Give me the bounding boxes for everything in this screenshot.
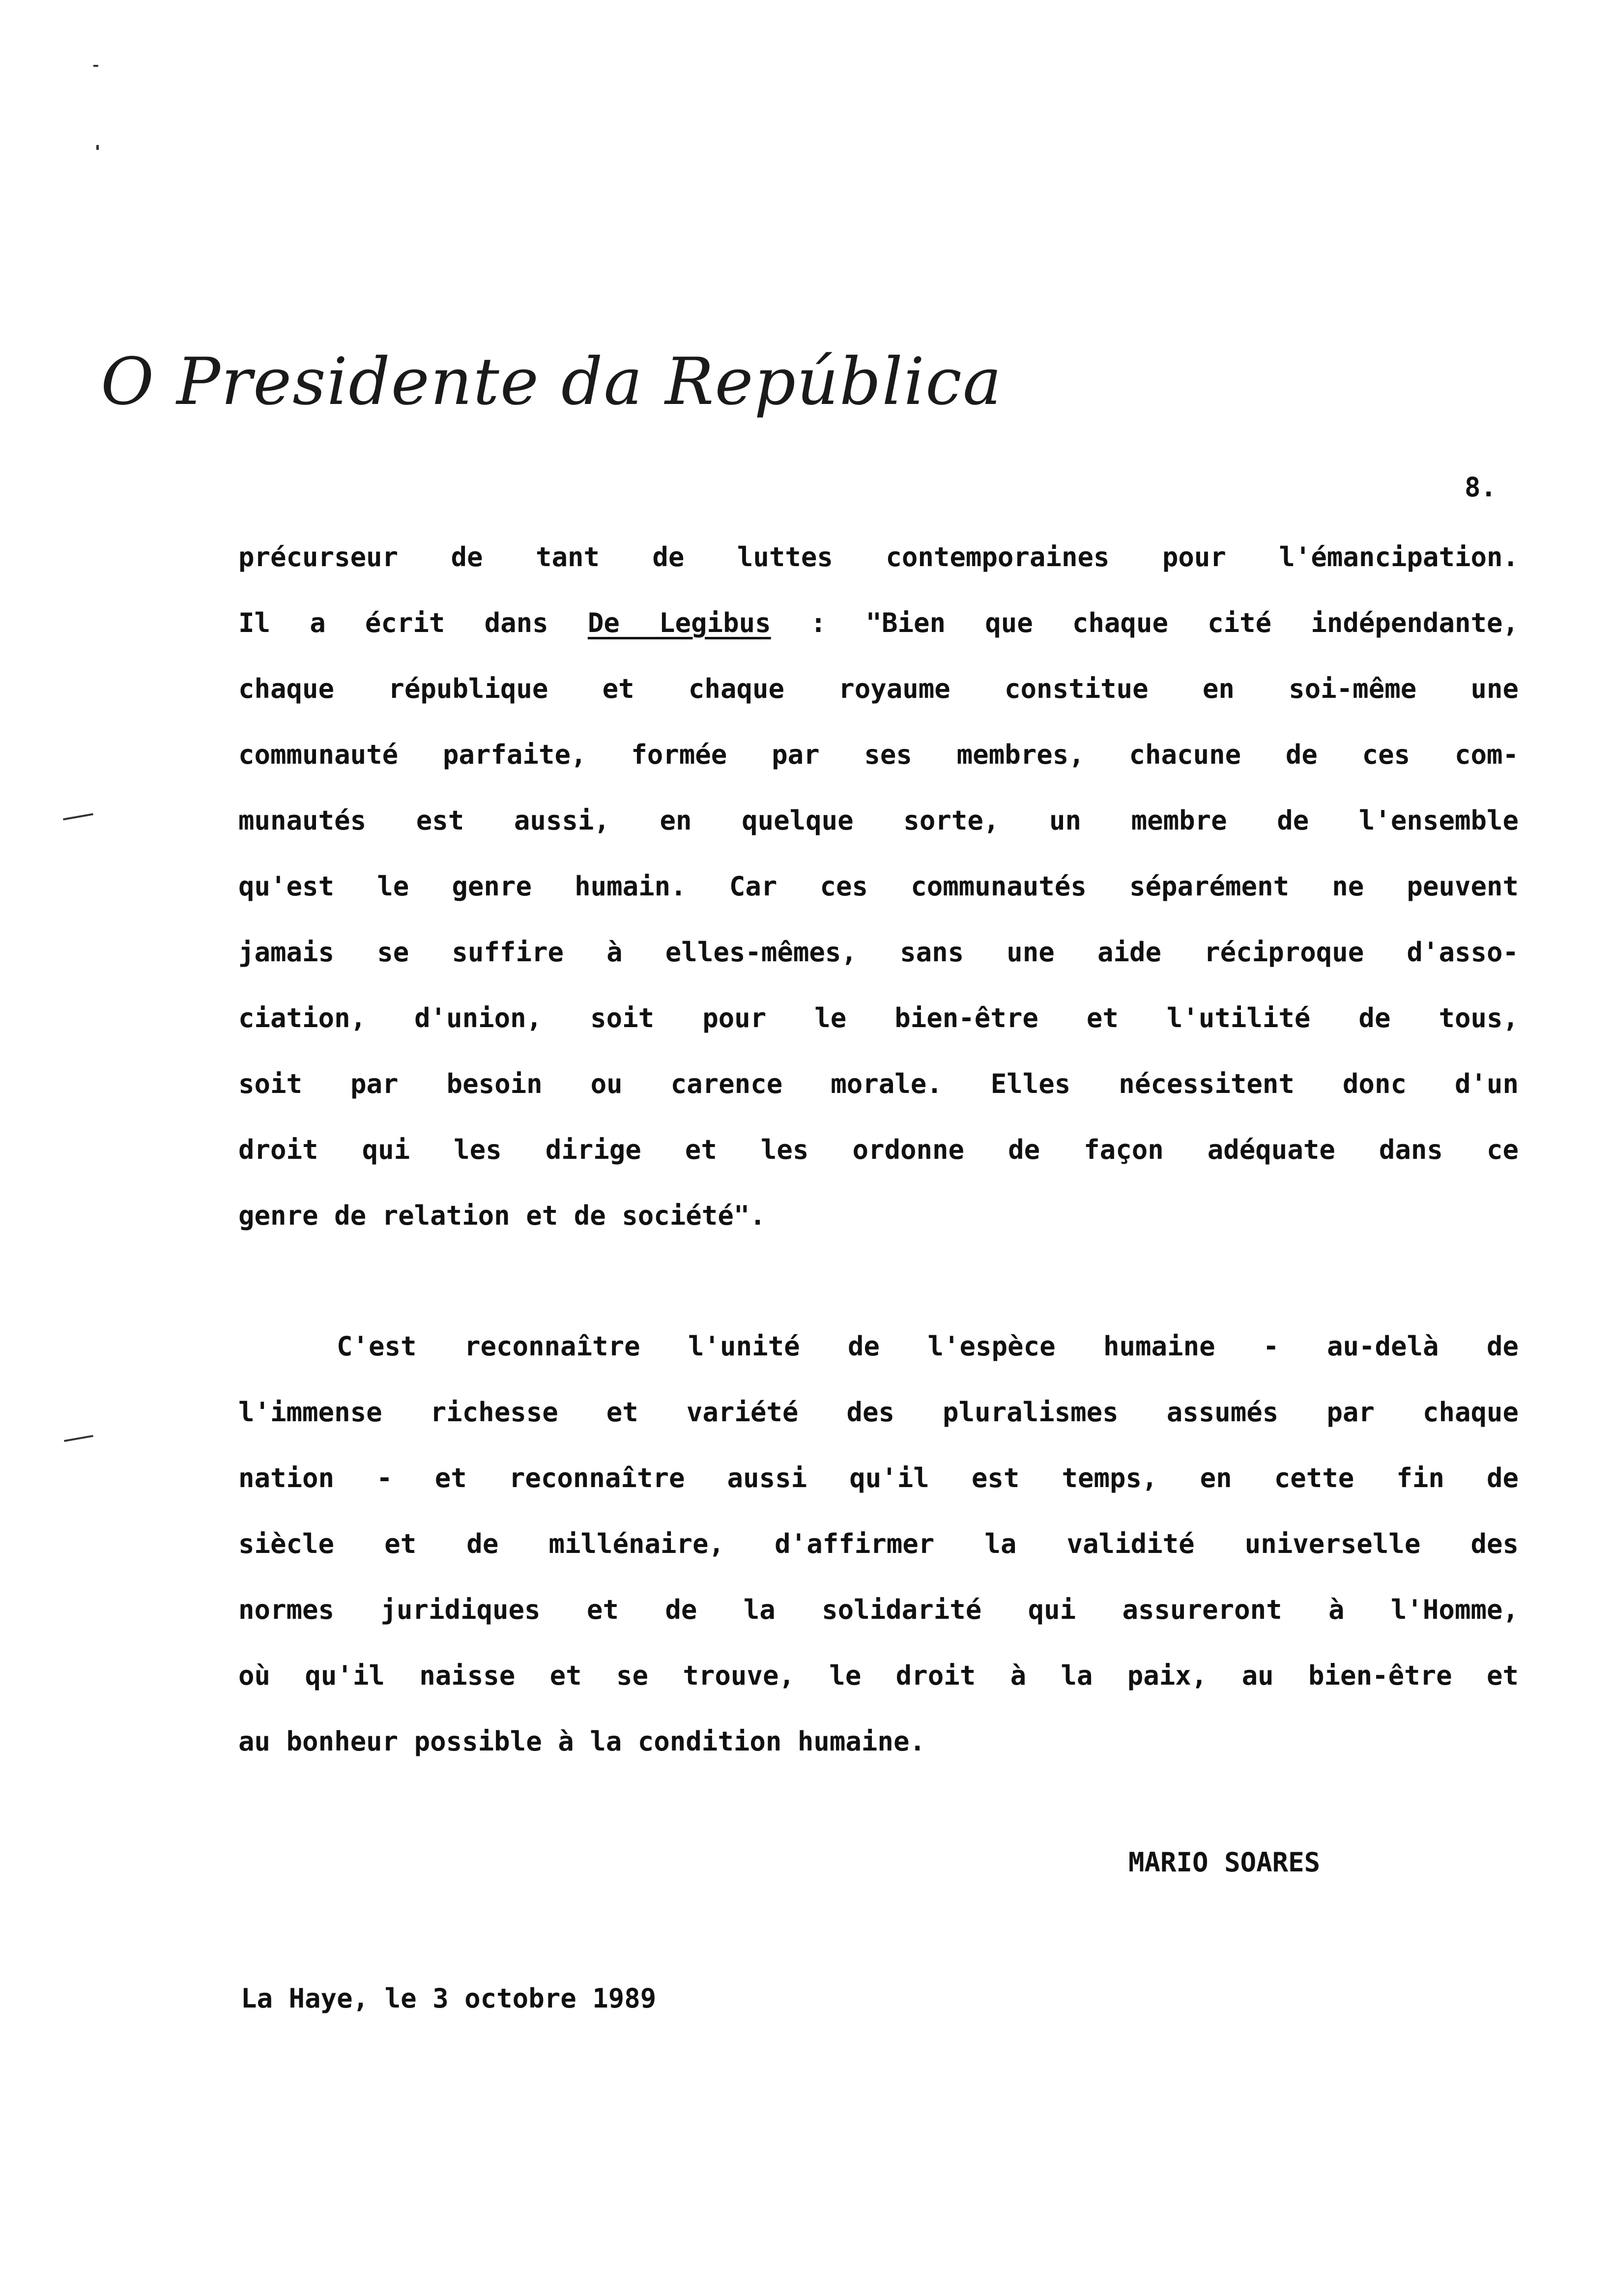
scan-speck-2 [96, 145, 99, 150]
text-line: au bonheur possible à la condition humaine. [238, 1726, 925, 1757]
text-fragment: Il a écrit dans [238, 607, 588, 638]
text-line: siècle et de millénaire, d'affirmer la validité universelle des [238, 1528, 1519, 1559]
text-line: ciation, d'union, soit pour le bien-être et l'utilité de tous, [238, 1003, 1519, 1033]
text-line: soit par besoin ou carence morale. Elles nécessitent donc d'un [238, 1068, 1519, 1099]
text-line: communauté parfaite, formée par ses membres, chacune de ces com- [238, 739, 1519, 770]
paragraph-1 [238, 524, 1519, 1249]
margin-mark-2 [64, 1435, 93, 1442]
text-fragment: : "Bien que chaque cité indépendante, [771, 607, 1519, 638]
text-line: nation - et reconnaître aussi qu'il est temps, en cette fin de [238, 1463, 1519, 1493]
page-number: 8. [1465, 472, 1497, 503]
text-line: qu'est le genre humain. Car ces communautés séparément ne peuvent [238, 871, 1519, 902]
text-line: chaque république et chaque royaume constitue en soi-même une [238, 673, 1519, 704]
scan-speck-1 [93, 65, 98, 67]
text-line: C'est reconnaître l'unité de l'espèce humaine - au-delà de [337, 1331, 1519, 1362]
text-line [238, 590, 1519, 656]
paragraph-2 [238, 1314, 1519, 1775]
text-line: l'immense richesse et variété des pluralismes assumés par chaque [238, 1397, 1519, 1428]
text-line: où qu'il naisse et se trouve, le droit à la paix, au bien-être et [238, 1660, 1519, 1691]
text-line: jamais se suffire à elles-mêmes, sans une aide réciproque d'asso- [238, 937, 1519, 968]
margin-mark-1 [63, 813, 93, 821]
letterhead: O Presidente da República [101, 344, 1003, 420]
place-and-date: La Haye, le 3 octobre 1989 [241, 1983, 657, 2014]
text-line: droit qui les dirige et les ordonne de façon adéquate dans ce [238, 1134, 1519, 1165]
text-line: normes juridiques et de la solidarité qui assureront à l'Homme, [238, 1594, 1519, 1625]
text-line: précurseur de tant de luttes contemporaines pour l'émancipation. [238, 542, 1519, 573]
signature-name: MARIO SOARES [1128, 1847, 1321, 1878]
text-line: munautés est aussi, en quelque sorte, un membre de l'ensemble [238, 805, 1519, 836]
book-title-underlined: De Legibus [587, 607, 771, 638]
text-line: genre de relation et de société". [238, 1200, 766, 1231]
